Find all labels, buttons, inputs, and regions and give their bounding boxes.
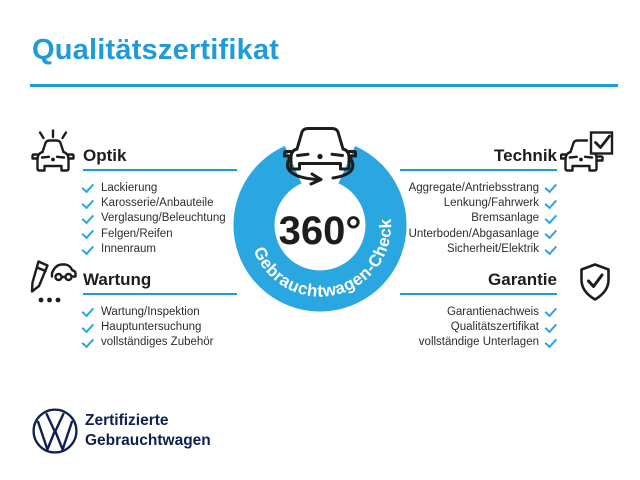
section-garantie-heading: Garantie [488, 270, 557, 289]
wartung-checklist [83, 304, 237, 350]
section-underline [400, 169, 557, 171]
checklist-item-label: vollständige Unterlagen [418, 336, 539, 349]
section-wartung-heading: Wartung [83, 270, 152, 289]
vw-logo [31, 407, 79, 455]
check-icon [81, 320, 94, 333]
check-icon [81, 242, 94, 255]
checklist-item [400, 195, 557, 210]
footer-line2: Gebrauchtwagen [85, 431, 211, 449]
360-check-badge [225, 118, 415, 323]
car-shine-icon [28, 129, 78, 179]
checklist-item [83, 335, 237, 350]
checklist-item-label: Hauptuntersuchung [101, 321, 202, 334]
checklist-item-label: vollständiges Zubehör [101, 336, 214, 349]
title-rule [30, 84, 618, 87]
check-icon [544, 196, 557, 209]
checklist-item-label: Sicherheit/Elektrik [446, 243, 539, 256]
checklist-item-label: Wartung/Inspektion [101, 305, 200, 318]
car-checkbox-icon [560, 131, 618, 179]
checklist-item-label: Unterboden/Abgasanlage [408, 227, 539, 240]
footer-line1: Zertifizierte [85, 412, 169, 429]
checklist-item [400, 319, 557, 334]
section-optik [83, 147, 237, 257]
check-icon [544, 242, 557, 255]
checklist-item-label: Qualitätszertifikat [450, 321, 539, 334]
checklist-item [83, 180, 237, 195]
check-icon [544, 305, 557, 318]
check-icon [81, 227, 94, 240]
garantie-checklist [400, 304, 557, 350]
checklist-item [83, 211, 237, 226]
checklist-item [400, 211, 557, 226]
checklist-item-label: Karosserie/Anbauteile [101, 197, 214, 210]
badge-degrees: 360° [278, 209, 362, 253]
checklist-item-label: Bremsanlage [471, 212, 539, 225]
section-underline [83, 169, 237, 171]
check-icon [81, 181, 94, 194]
service-checklist-icon [24, 257, 78, 309]
checklist-item [83, 195, 237, 210]
check-icon [81, 196, 94, 209]
optik-checklist [83, 180, 237, 257]
section-technik-heading: Technik [494, 146, 557, 165]
check-icon [81, 335, 94, 348]
check-icon [544, 227, 557, 240]
checklist-item [400, 335, 557, 350]
check-icon [81, 305, 94, 318]
checklist-item [83, 304, 237, 319]
checklist-item [83, 319, 237, 334]
checklist-item [400, 304, 557, 319]
section-optik-heading: Optik [83, 146, 127, 165]
checklist-item [83, 242, 237, 257]
page-title: Qualitätszertifikat [32, 34, 280, 66]
technik-checklist [400, 180, 557, 257]
section-wartung [83, 271, 237, 350]
checklist-item [83, 226, 237, 241]
section-underline [400, 293, 557, 295]
checklist-item [400, 226, 557, 241]
check-icon [544, 211, 557, 224]
checklist-item-label: Lenkung/Fahrwerk [443, 197, 539, 210]
check-icon [81, 211, 94, 224]
checklist-item-label: Lackierung [101, 181, 158, 194]
section-garantie [400, 271, 557, 350]
checklist-item-label: Felgen/Reifen [101, 227, 173, 240]
checklist-item-label: Aggregate/Antriebsstrang [408, 181, 539, 194]
check-icon [544, 320, 557, 333]
checklist-item-label: Garantienachweis [446, 305, 539, 318]
shield-check-icon [578, 262, 612, 302]
check-icon [544, 181, 557, 194]
checklist-item [400, 180, 557, 195]
footer-brand-text [85, 411, 211, 450]
section-technik [400, 147, 557, 257]
checklist-item-label: Innenraum [101, 243, 156, 256]
checklist-item [400, 242, 557, 257]
section-underline [83, 293, 237, 295]
badge-ring-label: Gebrauchtwagen-Check [249, 218, 396, 301]
checklist-item-label: Verglasung/Beleuchtung [101, 212, 226, 225]
check-icon [544, 335, 557, 348]
